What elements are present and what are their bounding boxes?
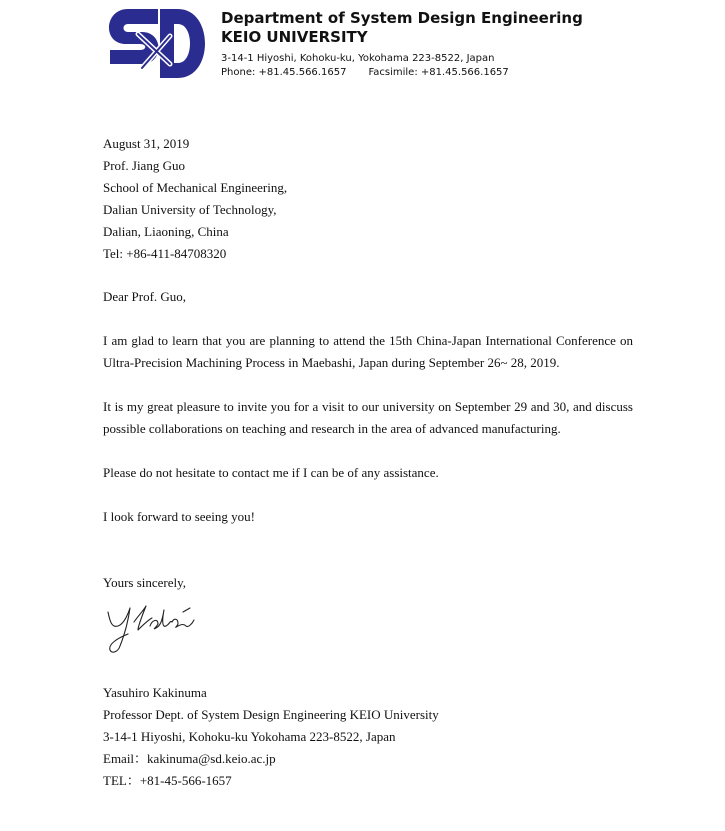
letterhead-address: 3-14-1 Hiyoshi, Kohoku-ku, Yokohama 223-8522, Japan xyxy=(221,53,495,64)
recipient-tel: Tel: +86-411-84708320 xyxy=(103,246,227,261)
sender-name: Yasuhiro Kakinuma xyxy=(103,685,207,700)
sender-title: Professor Dept. of System Design Engineering KEIO University xyxy=(103,707,439,722)
letterhead-phone: Phone: +81.45.566.1657 xyxy=(221,67,347,78)
letterhead-contact xyxy=(221,66,509,79)
department-name: Department of System Design Engineering xyxy=(221,9,583,27)
salutation: Dear Prof. Guo, xyxy=(103,289,187,304)
letterhead-fax: Facsimile: +81.45.566.1657 xyxy=(368,67,509,78)
paragraph-3: Please do not hesitate to contact me if I can be of any assistance. xyxy=(103,465,439,480)
paragraph-2: It is my great pleasure to invite you for a visit to our university on September 29 and 30, and discuss possible collaborations on teaching and research in the area of advanced manufacturing. xyxy=(103,399,633,436)
university-name: KEIO UNIVERSITY xyxy=(221,28,368,46)
recipient-university: Dalian University of Technology, xyxy=(103,202,277,217)
signature xyxy=(100,596,200,656)
recipient-name: Prof. Jiang Guo xyxy=(103,158,185,173)
letterhead-title xyxy=(221,9,583,47)
sender-email[interactable]: Email：kakinuma@sd.keio.ac.jp xyxy=(103,751,276,766)
recipient-block xyxy=(103,133,633,265)
paragraph-4: I look forward to seeing you! xyxy=(103,509,255,524)
closing: Yours sincerely, xyxy=(103,575,187,590)
paragraph-1: I am glad to learn that you are planning to attend the 15th China-Japan International Conference on Ultra-Precision Machining Process in Maebashi, Japan during September 26~ 28, 2019. xyxy=(103,333,633,370)
sender-block xyxy=(103,682,633,792)
sender-tel: TEL：+81-45-566-1657 xyxy=(103,773,232,788)
letter-date: August 31, 2019 xyxy=(103,136,190,151)
keio-sd-logo xyxy=(108,6,210,80)
recipient-location: Dalian, Liaoning, China xyxy=(103,224,229,239)
recipient-school: School of Mechanical Engineering, xyxy=(103,180,288,195)
sender-address: 3-14-1 Hiyoshi, Kohoku-ku Yokohama 223-8522, Japan xyxy=(103,729,396,744)
